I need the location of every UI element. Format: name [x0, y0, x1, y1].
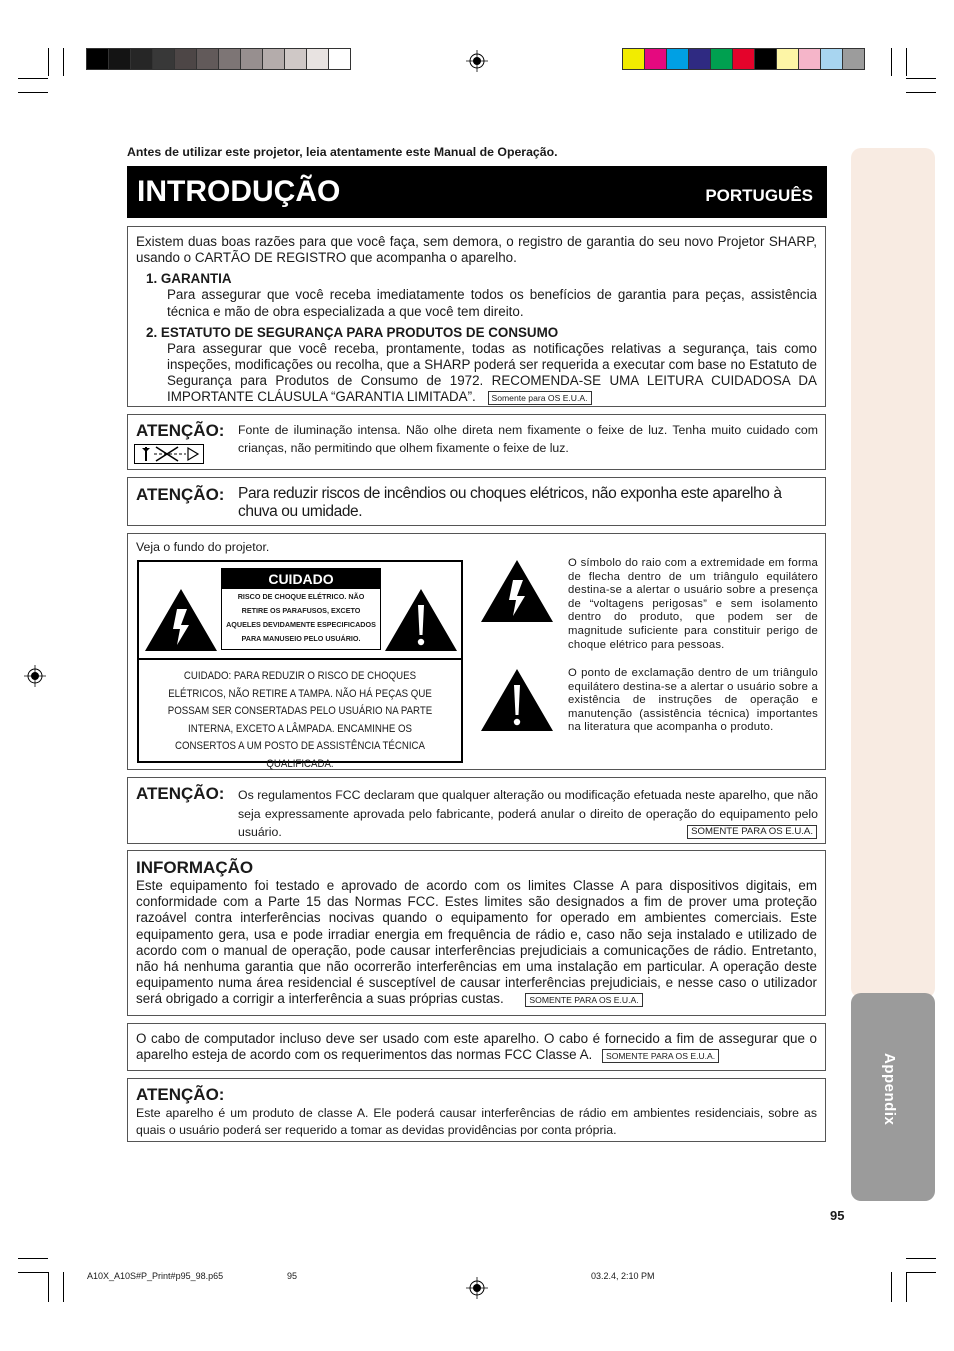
color-swatch: [645, 49, 667, 69]
warranty-box: [127, 226, 826, 407]
color-swatch: [821, 49, 843, 69]
usa-only-tag: SOMENTE PARA OS E.U.A.: [525, 993, 642, 1007]
atencao-label: ATENÇÃO:: [136, 784, 225, 803]
usa-only-tag: Somente para OS E.U.A.: [488, 391, 592, 405]
crop-mark: [906, 1272, 907, 1302]
crop-mark: [18, 78, 48, 79]
cuidado-panel-text: RISCO DE CHOQUE ELÉTRICO. NÃO RETIRE OS PARAFUSOS, EXCETO AQUELES DEVIDAMENTE ESPECIFICADOS PARA MANUSEIO PELO USUÁRIO.: [226, 592, 376, 643]
color-swatch: [307, 49, 329, 69]
warranty-item1-text: Para assegurar que você receba imediatamente todos os benefícios de garantia para peças, assistência técnica e mão de obra especializada a que você tem direito.: [167, 287, 817, 319]
informacao-label: INFORMAÇÃO: [136, 858, 254, 877]
color-swatch: [241, 49, 263, 69]
see-bottom-note: Veja o fundo do projetor.: [136, 540, 270, 554]
crop-mark: [48, 48, 49, 76]
color-swatch: [329, 49, 350, 69]
lightning-symbol-text: O símbolo do raio com a extremidade em forma de flecha dentro de um triângulo equilátero destina-se a alertar o usuário sobre a presença de “voltagens perigosas” e sem isolamento dentro do produto, que podem ser de magnitude suficiente para constituir perigo de choque elétrico para pessoas.: [568, 557, 818, 651]
atencao-classa-text: Este aparelho é um produto de classe A. Ele poderá causar interferências de rádio em ambientes residenciais, sobre as quais o usuário poderá ser requerido a tomar as devidas providências por conta própria.: [136, 1106, 817, 1137]
crop-mark: [906, 1258, 936, 1259]
color-swatch: [109, 49, 131, 69]
cable-box: [127, 1023, 826, 1071]
language-label: PORTUGUÊS: [705, 186, 813, 205]
exclamation-warning-icon: [383, 587, 459, 653]
crop-mark: [906, 48, 907, 76]
color-swatch: [689, 49, 711, 69]
exclamation-symbol-text: O ponto de exclamação dentro de um triângulo equilátero destina-se a alertar o usuário sobre a existência de instruções de operação e manutenção (assistência técnica) importantes na literatura que acompanha o produto.: [568, 667, 818, 734]
color-swatch: [285, 49, 307, 69]
atencao-fire-box: [127, 477, 826, 526]
cable-text: [136, 1031, 817, 1063]
lightning-symbol-icon: [479, 558, 555, 624]
footer-file: A10X_A10S#P_Print#p95_98.p65: [87, 1271, 224, 1281]
atencao-light-text: Fonte de iluminação intensa. Não olhe direta nem fixamente o feixe de luz. Tenha muito cuidado com crianças, não permitindo que olhem fixamente o feixe de luz.: [238, 423, 818, 455]
color-swatch: [263, 49, 285, 69]
informacao-text: [136, 878, 817, 1008]
caution-label-divider: [139, 658, 461, 660]
footer-date: 03.2.4, 2:10 PM: [591, 1271, 655, 1281]
crop-mark: [18, 1258, 48, 1259]
footer-page: 95: [287, 1271, 298, 1281]
lightning-warning-icon: [143, 587, 219, 653]
crop-mark: [63, 1272, 64, 1302]
registration-mark-icon: [466, 50, 488, 72]
usa-only-tag: SOMENTE PARA OS E.U.A.: [687, 825, 817, 839]
color-swatch: [733, 49, 755, 69]
crop-mark: [891, 1272, 892, 1302]
informacao-body: Este equipamento foi testado e aprovado de acordo com os limites Classe A para dispositivos digitais, em conformidade com a Parte 15 das Normas FCC. Estes limites são designados a fim de prover uma proteção razoável contra interferências nocivas quando o equipamento for operado em ambientes comerciais. Este equipamento gera, usa e pode irradiar energia em frequência de rádio e, caso não seja instalado e utilizado de acordo com o manual de operação, pode causar interferências prejudiciais a comunicações de rádio. Entretanto, não há nenhuma garantia que não ocorrerão interferências em uma instalação em particular. A operação deste equipamento numa área residencial é susceptível de causar interferências prejudiciais, e nesse caso o utilizador será obrigado a corrigir a interferência a suas próprias custas.: [136, 878, 817, 1007]
color-bar: [622, 48, 865, 70]
page-number: 95: [830, 1208, 845, 1223]
caution-symbols-box: [127, 533, 826, 770]
color-swatch: [219, 49, 241, 69]
warranty-item2-body: Para assegurar que você receba, prontamente, todas as notificações relativas a segurança, tais como inspeções, modificações ou recolha, que a SHARP poderá ser requerida a executar com base no Estatuto de Segurança para Produtos de Consumo de 1972. RECOMENDA-SE UMA LEITURA CUIDADOSA DA IMPORTANTE CLÁUSULA “GARANTIA LIMITADA”.: [167, 340, 817, 405]
intro-line: Antes de utilizar este projetor, leia atentamente este Manual de Operação.: [127, 145, 558, 159]
caution-label-text: CUIDADO: PARA REDUZIR O RISCO DE CHOQUES ELÉTRICOS, NÃO RETIRE A TAMPA. NÃO HÁ PEÇAS QUE POSSAM SER CONSERTADAS PELO USUÁRIO NA PARTE INTERNA, EXCETO A LÂMPADA. ENCAMINHE OS CONSERTOS A UM POSTO DE ASSISTÊNCIA TÉCNICA QUALIFICADA.: [167, 670, 433, 770]
color-swatch: [175, 49, 197, 69]
side-tab-upper: [851, 148, 935, 998]
cuidado-panel: [221, 568, 381, 650]
registration-mark-icon: [24, 665, 46, 687]
atencao-fire-text: Para reduzir riscos de incêndios ou choques elétricos, não exponha este aparelho à chuva ou umidade.: [238, 485, 782, 520]
color-swatch: [131, 49, 153, 69]
side-tab-label: Appendix: [881, 1053, 898, 1126]
crop-mark: [891, 48, 892, 76]
crop-mark: [906, 1272, 936, 1273]
crop-mark: [906, 78, 936, 79]
color-swatch: [623, 49, 645, 69]
page-header: [127, 166, 827, 218]
color-swatch: [777, 49, 799, 69]
warranty-item2-text: [167, 341, 817, 406]
registration-mark-icon: [466, 1277, 488, 1299]
cable-body: O cabo de computador incluso deve ser usado com este aparelho. O cabo é fornecido a fim de assegurar que o aparelho esteja de acordo com os requerimentos das normas FCC Classe A.: [136, 1031, 817, 1063]
crop-mark: [63, 48, 64, 76]
crop-mark: [18, 1272, 48, 1273]
color-swatch: [667, 49, 689, 69]
atencao-classa-box: [127, 1078, 826, 1142]
warranty-item2-title: 2. ESTATUTO DE SEGURANÇA PARA PRODUTOS DE CONSUMO: [146, 324, 559, 340]
atencao-light-box: [127, 414, 826, 470]
color-swatch: [87, 49, 109, 69]
warranty-intro: Existem duas boas razões para que você faça, sem demora, o registro de garantia do seu novo Projetor SHARP, usando o CARTÃO DE REGISTRO que acompanha o aparelho.: [136, 234, 817, 266]
atencao-label: ATENÇÃO:: [136, 421, 225, 440]
crop-mark: [48, 1272, 49, 1302]
color-swatch: [843, 49, 864, 69]
caution-label-panel: [137, 560, 463, 770]
atencao-fcc-text: Os regulamentos FCC declaram que qualquer alteração ou modificação efetuada neste aparelho, que não seja expressamente aprovada pelo fabricante, poderá anular o direito de operação do equipamento pelo usuário.: [238, 788, 818, 839]
color-swatch: [197, 49, 219, 69]
atencao-label: ATENÇÃO:: [136, 1085, 225, 1104]
side-tab-appendix[interactable]: [851, 993, 935, 1201]
crop-mark: [18, 92, 48, 93]
crop-mark: [906, 92, 936, 93]
color-swatch: [711, 49, 733, 69]
atencao-fcc-box: [127, 777, 826, 844]
warranty-item1-title: 1. GARANTIA: [146, 271, 232, 287]
exclamation-symbol-icon: [479, 667, 555, 733]
gray-color-bar: [86, 48, 351, 70]
color-swatch: [755, 49, 777, 69]
informacao-box: [127, 850, 826, 1016]
color-swatch: [153, 49, 175, 69]
color-swatch: [799, 49, 821, 69]
usa-only-tag: SOMENTE PARA OS E.U.A.: [602, 1049, 719, 1063]
atencao-label: ATENÇÃO:: [136, 485, 225, 504]
page-title: INTRODUÇÃO: [137, 175, 341, 208]
do-not-stare-icon: [134, 444, 204, 464]
cuidado-title: CUIDADO: [222, 569, 380, 589]
